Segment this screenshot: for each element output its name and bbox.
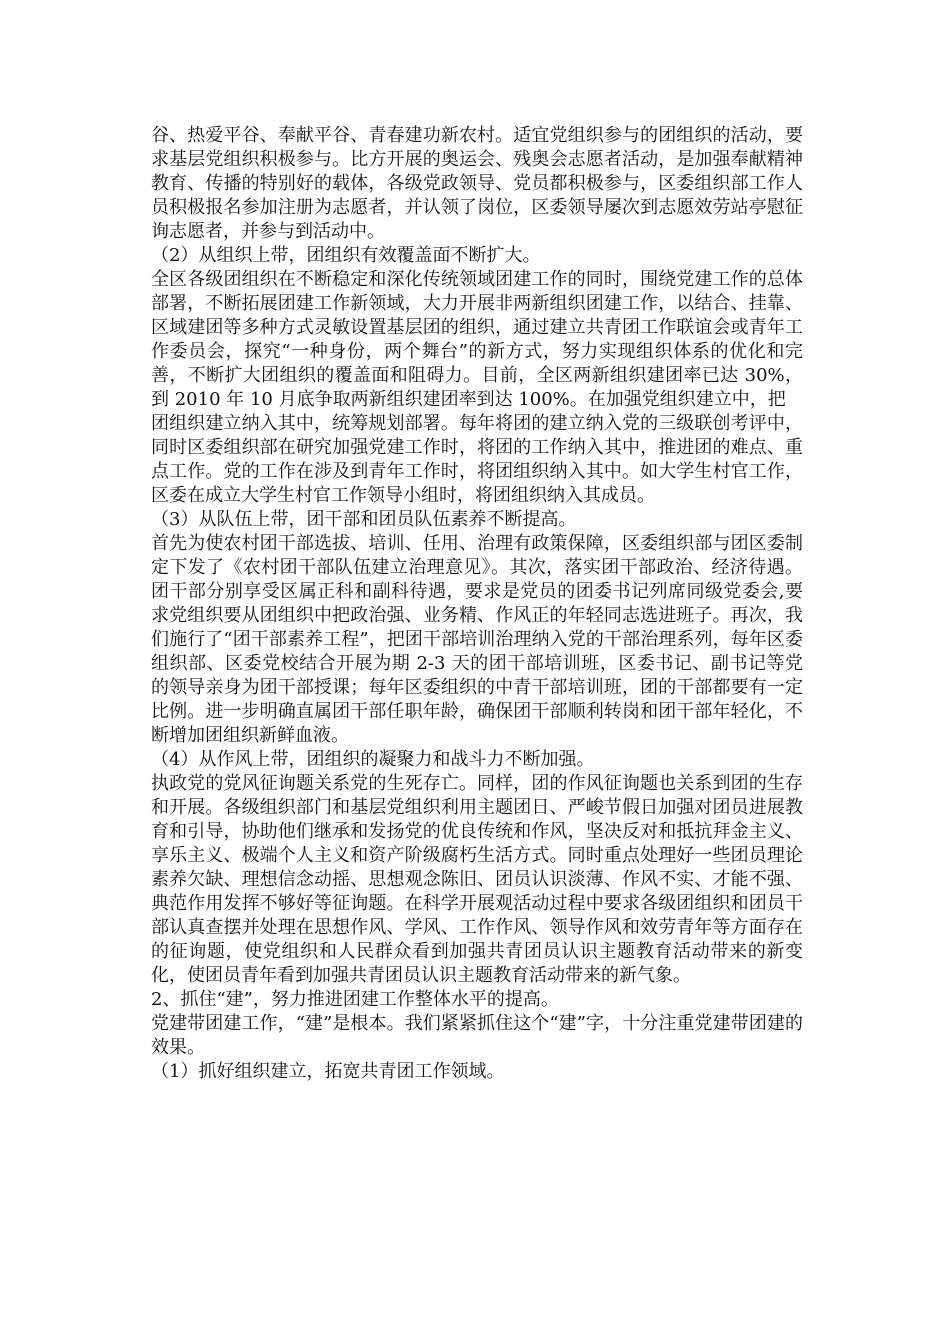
section-heading: （2）从组织上带，团组织有效覆盖面不断扩大。 [151,245,541,266]
body-paragraph: 团组织建立纳入其中，统筹规划部署。每年将团的建立纳入党的三级联创考评中，同时区委组织部在研究加强党建工作时，将团的工作纳入其中，推进团的难点、重点工作。党的工作在涉及到青年工作时，将团组织纳入其中。如大学生村官工作，区委在成立大学生村官工作领导小组时，将团组织纳入其成员。 [151,413,803,506]
document-body [151,124,803,1084]
body-paragraph: 首先为使农村团干部选拔、培训、任用、治理有政策保障，区委组织部与团区委制定下发了《农村团干部队伍建立治理意见》。其次，落实团干部政治、经济待遇。团干部分别享受区属正科和副科待遇，要求是党员的团委书记列席同级党委会,要求党组织要从团组织中把政治强、业务精、作风正的年轻同志选进班子。再次，我们施行了“团干部素养工程”，把团干部培训治理纳入党的干部治理系列，每年区委组织部、区委党校结合开展为期 2-3 天的团干部培训班，区委书记、副书记等党的领导亲身为团干部授课；每年区委组织的中青干部培训班，团的干部都要有一定比例。进一步明确直属团干部任职年龄，确保团干部顺利转岗和团干部年轻化，不断增加团组织新鲜血液。 [151,533,803,746]
body-paragraph: 谷、热爱平谷、奉献平谷、青春建功新农村。适宜党组织参与的团组织的活动，要求基层党组织积极参与。比方开展的奥运会、残奥会志愿者活动，是加强奉献精神教育、传播的特别好的载体，各级党政领导、党员都积极参与，区委组织部工作人员积极报名参加注册为志愿者，并认领了岗位，区委领导屡次到志愿效劳站亭慰征询志愿者，并参与到活动中。 [151,125,803,242]
body-paragraph: 执政党的党风征询题关系党的生死存亡。同样，团的作风征询题也关系到团的生存和开展。各级组织部门和基层党组织利用主题团日、严峻节假日加强对团员进展教育和引导，协助他们继承和发扬党的优良传统和作风，坚决反对和抵抗拜金主义、享乐主义、极端个人主义和资产阶级腐朽生活方式。同时重点处理好一些团员理论素养欠缺、理想信念动摇、思想观念陈旧、团员认识淡薄、作风不实、才能不强、典范作用发挥不够好等征询题。在科学开展观活动过程中要求各级团组织和团员干部认真查摆并处理在思想作风、学风、工作作风、领导作风和效劳青年等方面存在的征询题，使党组织和人民群众看到加强共青团员认识主题教育活动带来的新变化，使团员青年看到加强共青团员认识主题教育活动带来的新气象。 [151,773,803,986]
body-paragraph: 全区各级团组织在不断稳定和深化传统领域团建工作的同时，围绕党建工作的总体部署，不断拓展团建工作新领域，大力开展非两新组织团建工作，以结合、挂靠、区域建团等多种方式灵敏设置基层团的组织，通过建立共青团工作联谊会或青年工作委员会，探究“一种身份，两个舞台”的新方式，努力实现组织体系的优化和完善，不断扩大团组织的覆盖面和阻碍力。目前，全区两新组织建团率已达 30%，到 2010 年 10 月底争取两新组织建团率到达 100%。在加强党组织建立中，把 [151,269,803,410]
section-heading: （1）抓好组织建立，拓宽共青团工作领域。 [151,1061,505,1082]
body-paragraph: 党建带团建工作，“建”是根本。我们紧紧抓住这个“建”字，十分注重党建带团建的效果。 [151,1013,803,1058]
section-heading: （3）从队伍上带，团干部和团员队伍素养不断提高。 [151,509,577,530]
section-heading: 2、抓住“建”，努力推进团建工作整体水平的提高。 [151,989,559,1010]
section-heading: （4）从作风上带，团组织的凝聚力和战斗力不断加强。 [151,749,595,770]
